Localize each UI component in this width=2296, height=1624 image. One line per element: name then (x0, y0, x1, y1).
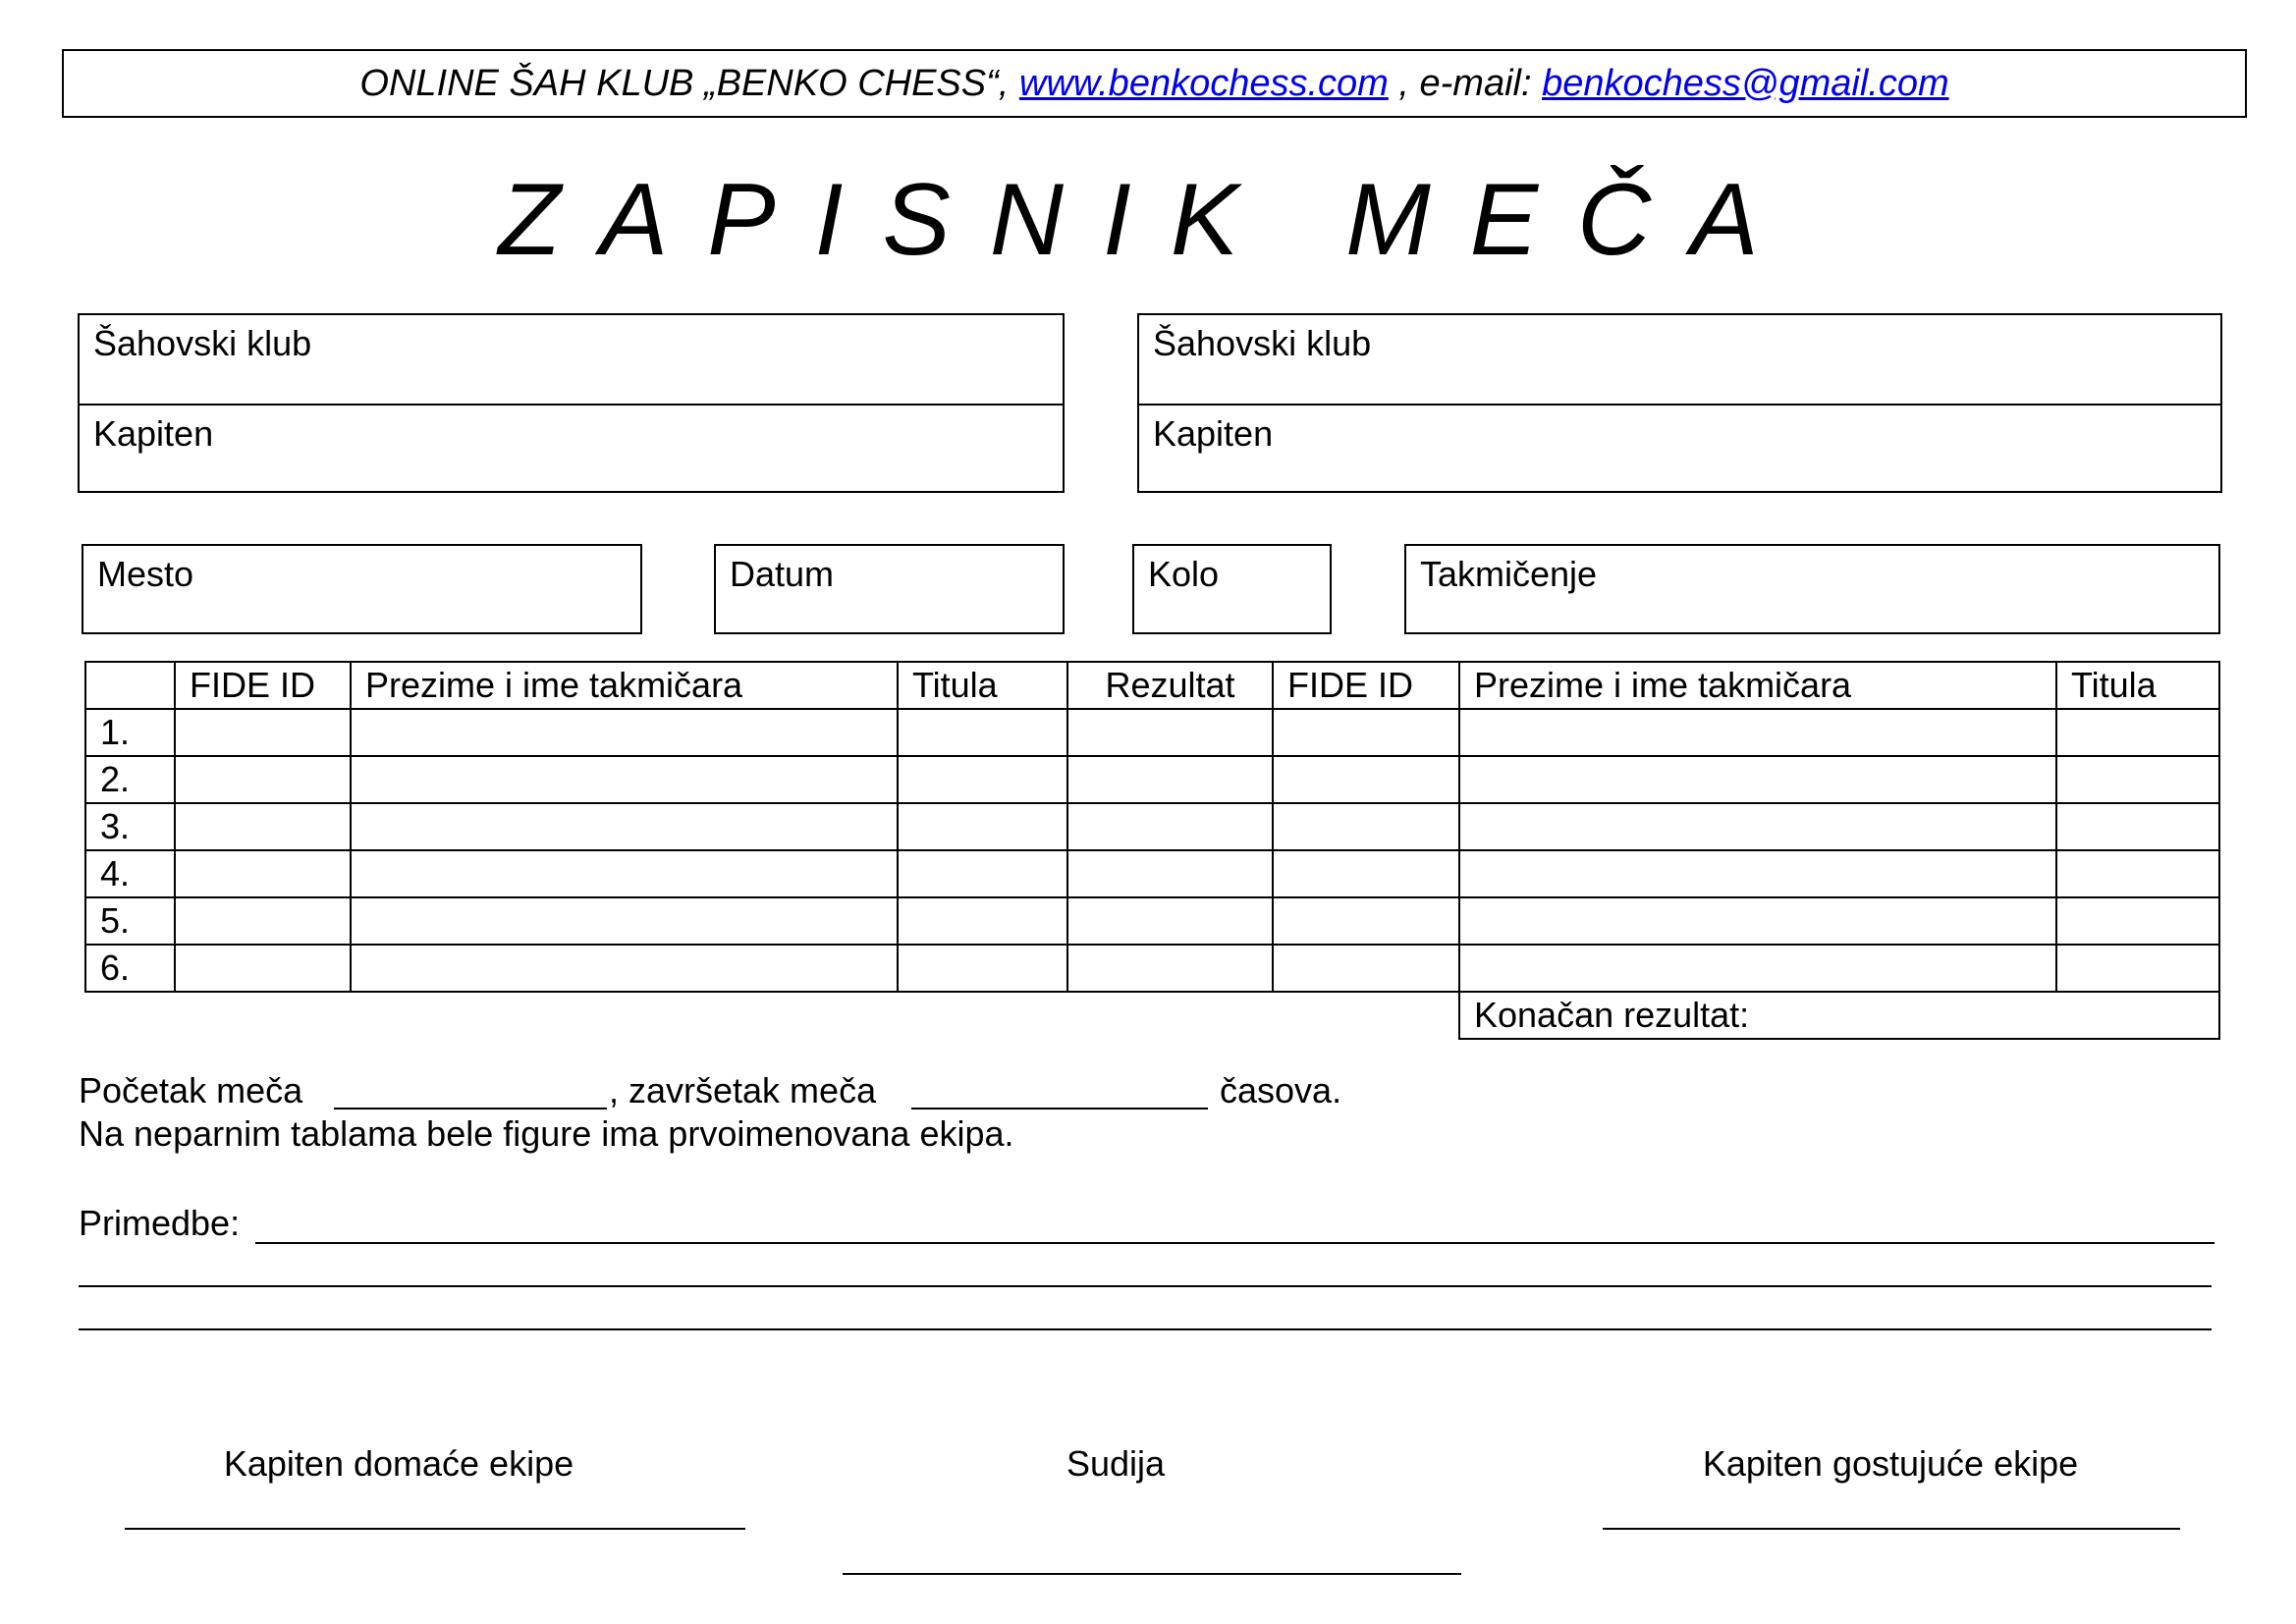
cell[interactable] (1273, 709, 1459, 756)
col-away-fide-id: FIDE ID (1273, 662, 1459, 709)
cell[interactable] (2056, 945, 2219, 992)
cell[interactable] (1459, 897, 2056, 945)
table-row (85, 709, 2219, 756)
cell[interactable] (1459, 803, 2056, 850)
col-away-title: Titula (2056, 662, 2219, 709)
away-club-field[interactable] (1139, 315, 2220, 404)
email-link[interactable]: benkochess@gmail.com (1542, 62, 1949, 104)
home-team-box (78, 313, 1065, 493)
away-captain-signature-line[interactable] (1603, 1528, 2180, 1530)
home-captain-label: Kapiten (93, 413, 214, 454)
date-field[interactable] (714, 544, 1065, 634)
referee-signature-line[interactable] (843, 1573, 1461, 1575)
table-row (85, 850, 2219, 897)
round-field[interactable] (1132, 544, 1332, 634)
home-captain-signature-label: Kapiten domaće ekipe (223, 1443, 574, 1484)
competition-label: Takmičenje (1420, 554, 1598, 594)
table-row (85, 803, 2219, 850)
cell[interactable] (2056, 756, 2219, 803)
remarks-line-2[interactable] (79, 1285, 2212, 1287)
table-row (85, 945, 2219, 992)
cell[interactable] (351, 850, 898, 897)
col-result: Rezultat (1067, 662, 1273, 709)
email-separator: , e-mail: (1388, 62, 1543, 104)
col-home-fide-id: FIDE ID (175, 662, 351, 709)
cell[interactable] (175, 709, 351, 756)
website-link[interactable]: www.benkochess.com (1018, 62, 1389, 104)
cell[interactable] (898, 897, 1067, 945)
cell[interactable] (898, 756, 1067, 803)
away-captain-label: Kapiten (1153, 413, 1274, 454)
cell[interactable] (175, 850, 351, 897)
home-club-label: Šahovski klub (93, 323, 312, 363)
end-label: , završetak meča (609, 1070, 877, 1110)
cell[interactable] (1067, 897, 1273, 945)
cell[interactable] (1067, 803, 1273, 850)
hours-label: časova. (1220, 1070, 1342, 1110)
col-home-title: Titula (898, 662, 1067, 709)
date-label: Datum (730, 554, 835, 594)
cell[interactable] (2056, 850, 2219, 897)
cell[interactable] (1067, 945, 1273, 992)
cell[interactable] (175, 756, 351, 803)
cell[interactable] (175, 897, 351, 945)
col-away-player-name: Prezime i ime takmičara (1459, 662, 2056, 709)
end-time-line[interactable] (911, 1108, 1208, 1110)
cell[interactable] (351, 945, 898, 992)
board-number: 2. (85, 756, 175, 803)
cell[interactable] (1459, 945, 2056, 992)
table-header-row (85, 662, 2219, 709)
place-label: Mesto (97, 554, 194, 594)
board-number: 6. (85, 945, 175, 992)
col-board (85, 662, 175, 709)
cell[interactable] (1273, 803, 1459, 850)
col-home-player-name: Prezime i ime takmičara (351, 662, 898, 709)
page-title: ZAPISNIK MEČA (498, 163, 1798, 277)
home-captain-signature-line[interactable] (125, 1528, 745, 1530)
away-captain-field[interactable] (1139, 404, 2220, 492)
remarks-label: Primedbe: (79, 1203, 241, 1243)
final-result-field[interactable] (1459, 992, 2219, 1039)
away-captain-signature-label: Kapiten gostujuće ekipe (1702, 1443, 2079, 1484)
cell[interactable] (1273, 850, 1459, 897)
cell[interactable] (175, 803, 351, 850)
home-club-field[interactable] (80, 315, 1063, 404)
cell[interactable] (1273, 897, 1459, 945)
start-label: Početak meča (79, 1070, 303, 1110)
final-result-row (85, 992, 2219, 1039)
away-team-box (1137, 313, 2222, 493)
board-number: 1. (85, 709, 175, 756)
cell[interactable] (351, 756, 898, 803)
cell[interactable] (1273, 945, 1459, 992)
cell[interactable] (1459, 756, 2056, 803)
board-number: 3. (85, 803, 175, 850)
place-field[interactable] (82, 544, 642, 634)
cell[interactable] (1067, 850, 1273, 897)
cell[interactable] (175, 945, 351, 992)
cell[interactable] (351, 803, 898, 850)
referee-signature-label: Sudija (1066, 1443, 1166, 1484)
table-row (85, 897, 2219, 945)
cell[interactable] (898, 709, 1067, 756)
competition-field[interactable] (1404, 544, 2220, 634)
table-row (85, 756, 2219, 803)
cell[interactable] (1459, 709, 2056, 756)
cell[interactable] (898, 850, 1067, 897)
cell[interactable] (2056, 709, 2219, 756)
round-label: Kolo (1148, 554, 1220, 594)
cell[interactable] (2056, 803, 2219, 850)
cell[interactable] (2056, 897, 2219, 945)
header-banner (62, 49, 2247, 118)
cell[interactable] (351, 897, 898, 945)
cell[interactable] (898, 945, 1067, 992)
remarks-line-3[interactable] (79, 1328, 2212, 1330)
board-number: 5. (85, 897, 175, 945)
empty-spacer (85, 992, 1459, 1039)
club-name: ONLINE ŠAH KLUB „BENKO CHESS“, (359, 62, 1019, 104)
board-number: 4. (85, 850, 175, 897)
cell[interactable] (1459, 850, 2056, 897)
cell[interactable] (898, 803, 1067, 850)
players-table (84, 661, 2220, 1040)
rule-note: Na neparnim tablama bele figure ima prvoimenovana ekipa. (79, 1113, 1014, 1154)
cell[interactable] (351, 709, 898, 756)
away-club-label: Šahovski klub (1153, 323, 1372, 363)
cell[interactable] (1273, 756, 1459, 803)
home-captain-field[interactable] (80, 404, 1063, 492)
start-time-line[interactable] (334, 1108, 607, 1110)
remarks-line-1[interactable] (255, 1242, 2214, 1244)
cell[interactable] (1067, 756, 1273, 803)
final-result-label: Konačan rezultat: (1474, 995, 1750, 1035)
cell[interactable] (1067, 709, 1273, 756)
